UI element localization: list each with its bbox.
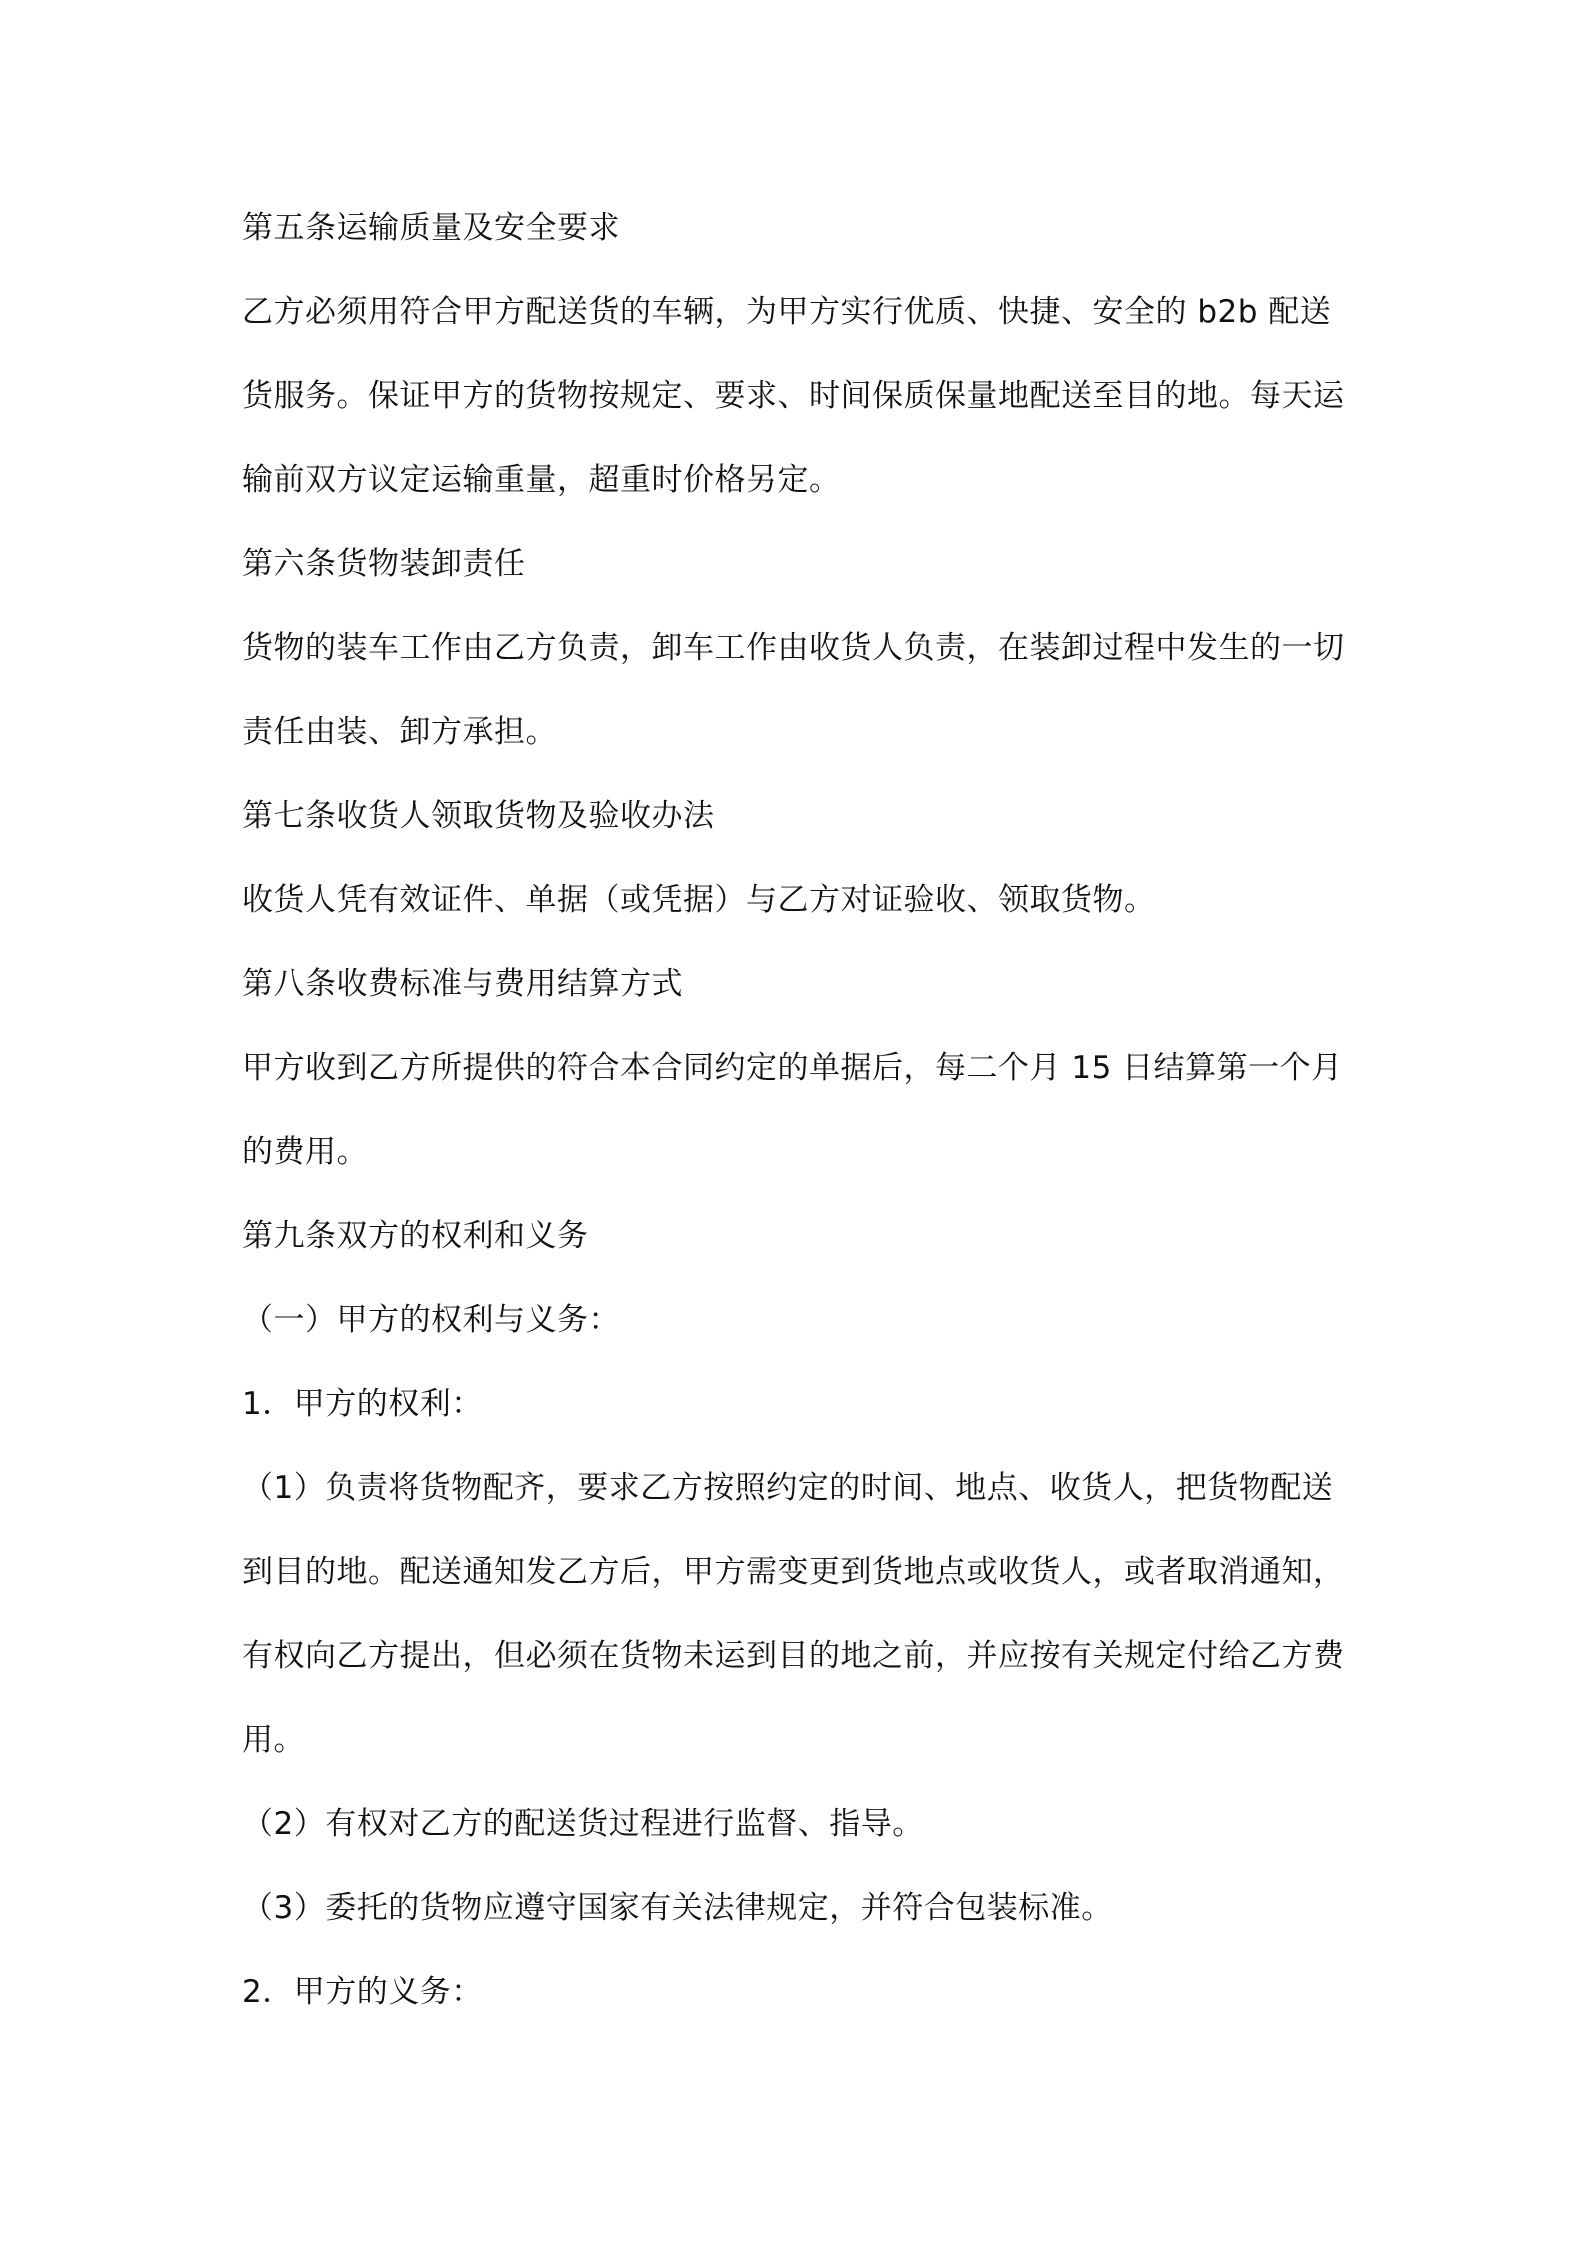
heading-article-5: 第五条运输质量及安全要求 [242, 210, 620, 246]
paragraph-line: 用。 [242, 1722, 305, 1758]
paragraph-line: （3）委托的货物应遵守国家有关法律规定，并符合包装标准。 [242, 1890, 1113, 1926]
paragraph-line: 货物的装车工作由乙方负责，卸车工作由收货人负责，在装卸过程中发生的一切 [242, 630, 1345, 666]
heading-article-7: 第七条收货人领取货物及验收办法 [242, 798, 715, 834]
heading-article-6: 第六条货物装卸责任 [242, 546, 526, 582]
paragraph-line: （1）负责将货物配齐，要求乙方按照约定的时间、地点、收货人，把货物配送 [242, 1470, 1334, 1506]
paragraph-line: 收货人凭有效证件、单据（或凭据）与乙方对证验收、领取货物。 [242, 882, 1156, 918]
paragraph-line: 到目的地。配送通知发乙方后，甲方需变更到货地点或收货人，或者取消通知， [242, 1554, 1345, 1590]
paragraph-line: 货服务。保证甲方的货物按规定、要求、时间保质保量地配送至目的地。每天运 [242, 378, 1345, 414]
subheading-party-a-rights: 1．甲方的权利： [242, 1386, 483, 1422]
paragraph-line: 的费用。 [242, 1134, 368, 1170]
heading-article-8: 第八条收费标准与费用结算方式 [242, 966, 683, 1002]
paragraph-line: 责任由装、卸方承担。 [242, 714, 557, 750]
subheading-party-a: （一）甲方的权利与义务： [242, 1302, 620, 1338]
heading-article-9: 第九条双方的权利和义务 [242, 1218, 589, 1254]
paragraph-line: 乙方必须用符合甲方配送货的车辆，为甲方实行优质、快捷、安全的 b2b 配送 [242, 294, 1332, 330]
paragraph-line: 有权向乙方提出，但必须在货物未运到目的地之前，并应按有关规定付给乙方费 [242, 1638, 1345, 1674]
paragraph-line: （2）有权对乙方的配送货过程进行监督、指导。 [242, 1806, 924, 1842]
paragraph-line: 输前双方议定运输重量，超重时价格另定。 [242, 462, 841, 498]
paragraph-line: 甲方收到乙方所提供的符合本合同约定的单据后，每二个月 15 日结算第一个月 [242, 1050, 1343, 1086]
subheading-party-a-duties: 2．甲方的义务： [242, 1974, 483, 2010]
